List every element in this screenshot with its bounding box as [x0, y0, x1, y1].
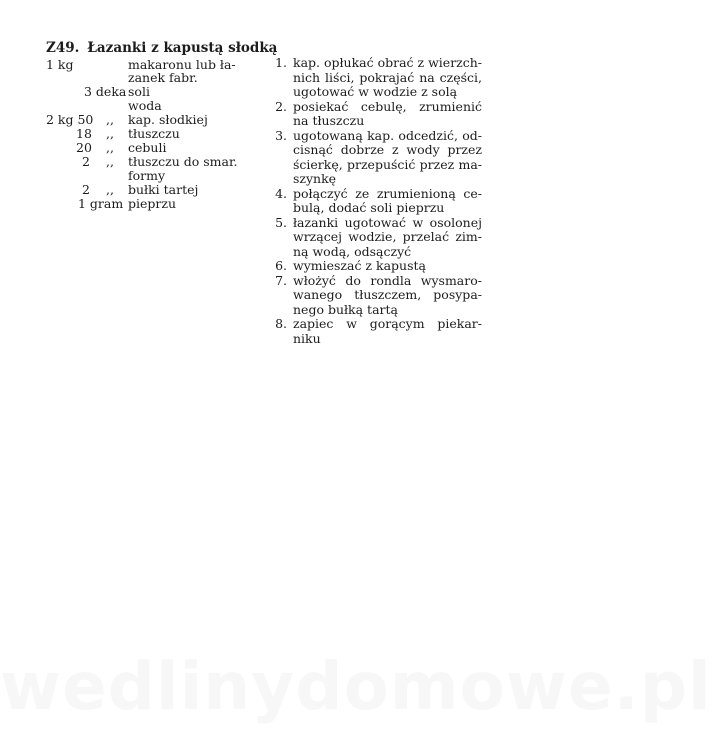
- step-text: wrzącej wodzie, przelać zim-: [293, 229, 482, 244]
- ingredient-name-cont: formy: [128, 168, 166, 183]
- step-text: kap. opłukać obrać z wierzch-: [293, 55, 483, 70]
- ingredient-unit: ,,: [106, 182, 114, 197]
- step-text: szynkę: [293, 171, 337, 186]
- step-number: 8.: [275, 316, 287, 331]
- ingredient-qty: 3 deka: [84, 84, 127, 99]
- ingredient-name: pieprzu: [128, 196, 177, 211]
- ingredient-name: bułki tartej: [128, 182, 199, 197]
- recipe-code: Z49.: [46, 40, 80, 56]
- step-text: włożyć do rondla wysmaro-: [293, 272, 482, 288]
- ingredient-name: makaronu lub ła-: [128, 57, 236, 72]
- ingredient-unit: ,,: [106, 112, 114, 127]
- ingredient-qty: 1 kg: [46, 57, 74, 72]
- ingredient-unit: ,,: [106, 154, 114, 169]
- recipe-name: Łazanki z kapustą słodką: [87, 40, 278, 56]
- step-text: ugotować w wodzie z solą: [293, 84, 458, 99]
- step-item: [272, 274, 482, 318]
- ingredient-name-cont: zanek fabr.: [128, 70, 198, 85]
- step-text: wanego tłuszczem, posypa-: [293, 287, 482, 302]
- step-item: [272, 259, 482, 274]
- ingredient-qty: 2 kg 50: [46, 112, 94, 127]
- step-item: [272, 216, 482, 260]
- step-item: [272, 317, 482, 346]
- step-text: bulą, dodać soli pieprzu: [293, 200, 445, 215]
- step-text: wymieszać z kapustą: [293, 258, 426, 273]
- step-number: 1.: [275, 55, 287, 70]
- step-number: 5.: [275, 214, 287, 230]
- ingredient-qty: 1 gram: [78, 196, 124, 211]
- step-list: [272, 56, 482, 346]
- step-text: zapiec w gorącym piekar-: [293, 316, 482, 331]
- ingredient-unit: ,,: [106, 126, 114, 141]
- step-number: 4.: [275, 185, 287, 201]
- step-text: na tłuszczu: [293, 113, 365, 128]
- step-number: 7.: [275, 272, 287, 288]
- ingredient-qty: 20: [76, 140, 92, 155]
- step-text: posiekać cebulę, zrumienić: [293, 98, 482, 114]
- step-text: ugotowaną kap. odcedzić, od-: [293, 127, 482, 143]
- step-number: 6.: [275, 258, 287, 273]
- site-watermark: wedlinydomowe.pl: [0, 648, 712, 725]
- step-number: 2.: [275, 98, 287, 114]
- step-text: niku: [293, 330, 321, 346]
- step-text: nego bułką tartą: [293, 301, 398, 317]
- step-number: 3.: [275, 127, 287, 143]
- step-item: [272, 56, 482, 100]
- step-item: [272, 100, 482, 129]
- ingredient-name: soli: [128, 84, 150, 99]
- step-item: [272, 129, 482, 187]
- ingredient-name: woda: [128, 98, 162, 113]
- step-text: nich liści, pokrajać na części,: [293, 69, 483, 85]
- ingredient-name: tłuszczu: [128, 126, 180, 141]
- ingredient-qty: 2: [82, 154, 90, 169]
- step-text: ścierkę, przepuścić przez ma-: [293, 156, 482, 172]
- ingredient-name: tłuszczu do smar.: [128, 154, 238, 169]
- step-text: ną wodą, odsączyć: [293, 243, 412, 259]
- ingredient-qty: 2: [82, 182, 90, 197]
- step-text: cisnąć dobrze z wody przez: [293, 142, 482, 157]
- recipe-title: [46, 40, 277, 56]
- step-text: łazanki ugotować w osolonej: [293, 214, 482, 230]
- ingredient-name: cebuli: [128, 140, 167, 155]
- ingredient-unit: ,,: [106, 140, 114, 155]
- step-text: połączyć ze zrumienioną ce-: [293, 185, 482, 201]
- ingredient-qty: 18: [76, 126, 92, 141]
- ingredient-name: kap. słodkiej: [128, 112, 208, 127]
- step-item: [272, 187, 482, 216]
